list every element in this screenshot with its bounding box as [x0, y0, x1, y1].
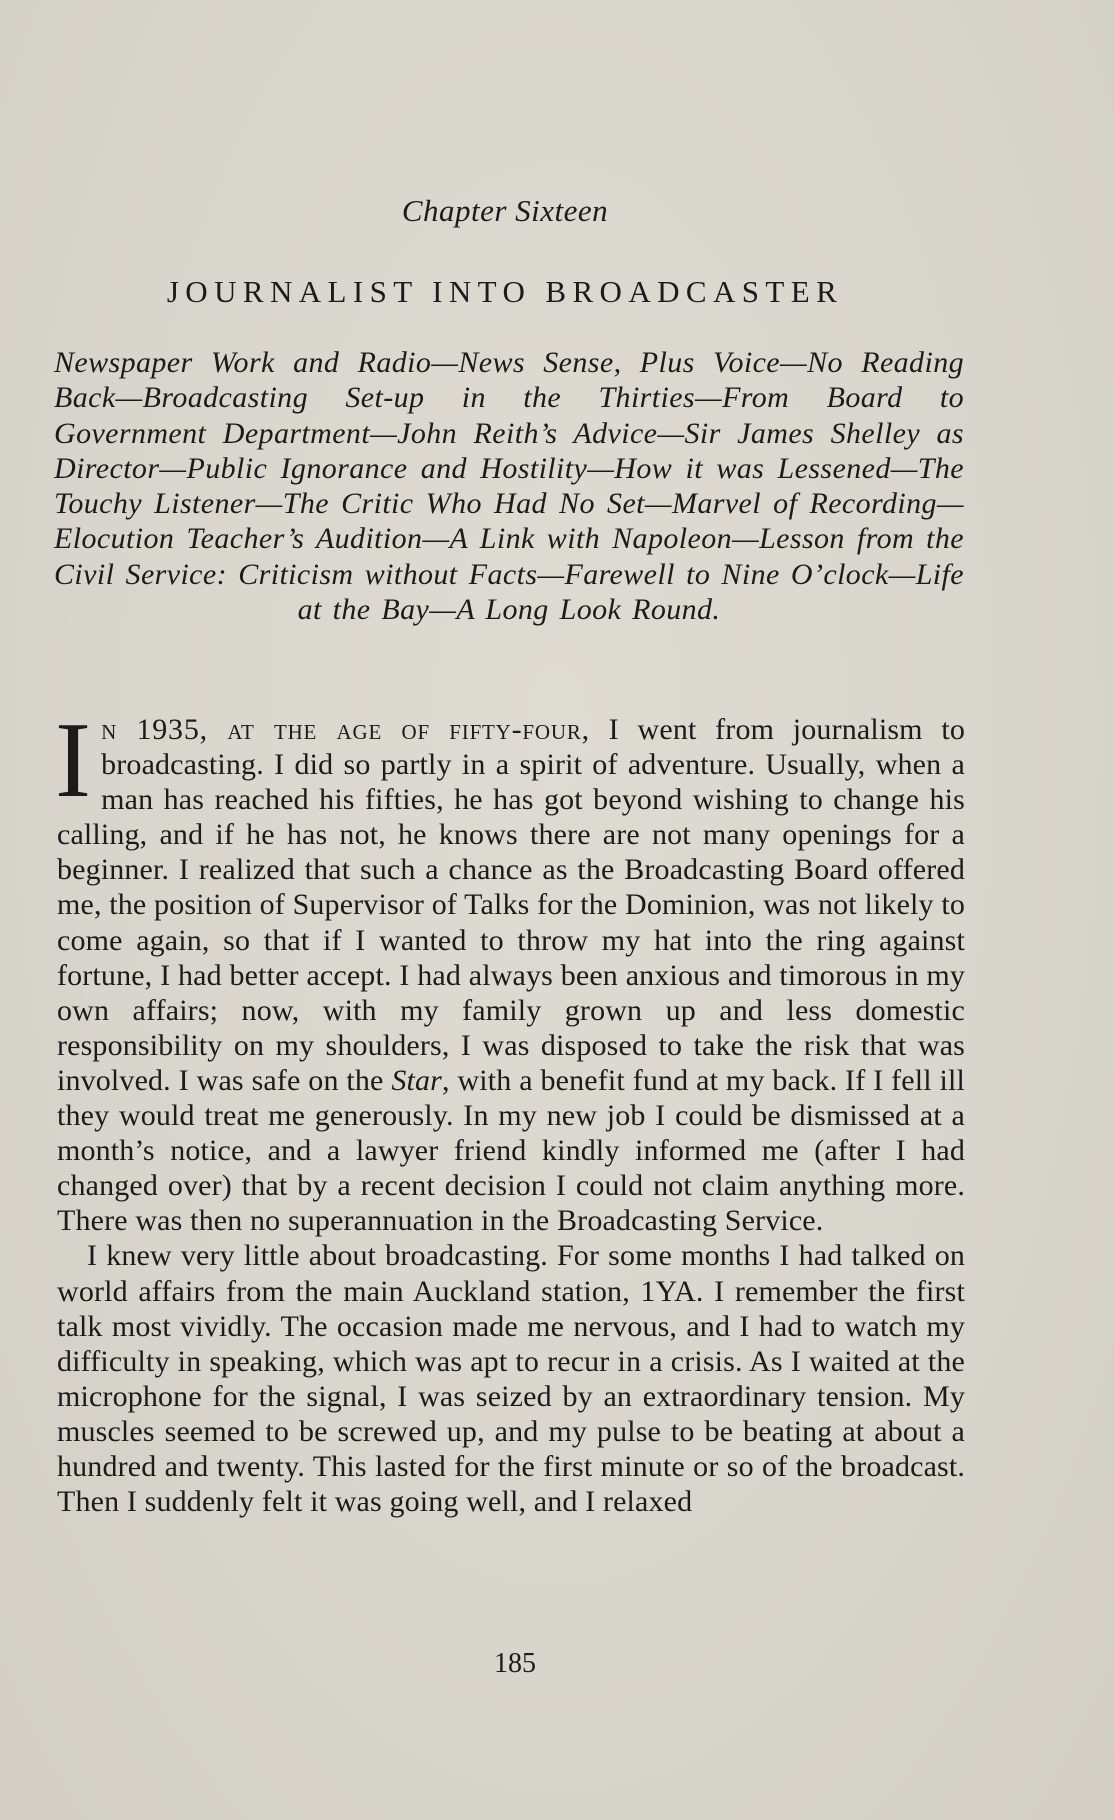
chapter-label: Chapter Sixteen — [401, 193, 609, 228]
opening-small-caps: n 1935, at the age of fifty-four, — [101, 713, 590, 746]
chapter-synopsis: Newspaper Work and Radio—News Sense, Plus Voice—No Reading Back—Broadcasting Set-up in the Thirties—From Board to Government Department—John Reith’s Advice—Sir James Shelley as Director—Public Ignorance and Hostility—How it was Lessened—The Touchy Listener—The Critic Who Had No Set—Marvel of Recording—Elocution Teacher’s Audition—A Link with Napoleon—Lesson from the Civil Service: Criticism without Facts—Farewell to Nine O’clock—Life at the Bay—A Long Look Round. — [54, 346, 964, 627]
paragraph-text: I went from journalism to broadcasting. I did so partly in a spirit of adventure. Usually, when a man has reached his fifties, he has got beyond wishing to change his calling, and if he has not, he knows there are not many openings for a beginner. I realized that such a chance as the Broadcasting Board offered me, the position of Supervisor of Talks for the Dominion, was not likely to come again, so that if I wanted to throw my hat into the ring against fortune, I had better accept. I had always been anxious and timorous in my own affairs; now, with my family grown up and less domestic responsibility on my shoulders, I was disposed to take the risk that was involved. I was safe on the — [57, 713, 965, 1097]
drop-cap: I — [55, 701, 92, 820]
page-number: 185 — [494, 1648, 536, 1679]
paragraph — [55, 701, 965, 1238]
body-text — [55, 701, 965, 1519]
paragraph-text: , with a benefit fund at my back. If I fell ill they would treat me generously. In my new job I could be dismissed at a month’s notice, and a lawyer friend kindly informed me (after I had changed over) that by a recent decision I could not claim anything more. There was then no superannuation in the Broadcasting Service. — [57, 1063, 965, 1238]
paragraph: I knew very little about broadcasting. For some months I had talked on world affairs from the main Auckland station, 1YA. I remember the first talk most vividly. The occasion made me nervous, and I had to watch my difficulty in speaking, which was apt to recur in a crisis. As I waited at the microphone for the signal, I was seized by an extraordinary tension. My muscles seemed to be screwed up, and my pulse to be beating at about a hundred and twenty. This lasted for the first minute or so of the broadcast. Then I suddenly felt it was going well, and I relaxed — [57, 1239, 965, 1519]
chapter-title: JOURNALIST INTO BROADCASTER — [166, 274, 844, 309]
newspaper-name: Star — [391, 1063, 442, 1097]
